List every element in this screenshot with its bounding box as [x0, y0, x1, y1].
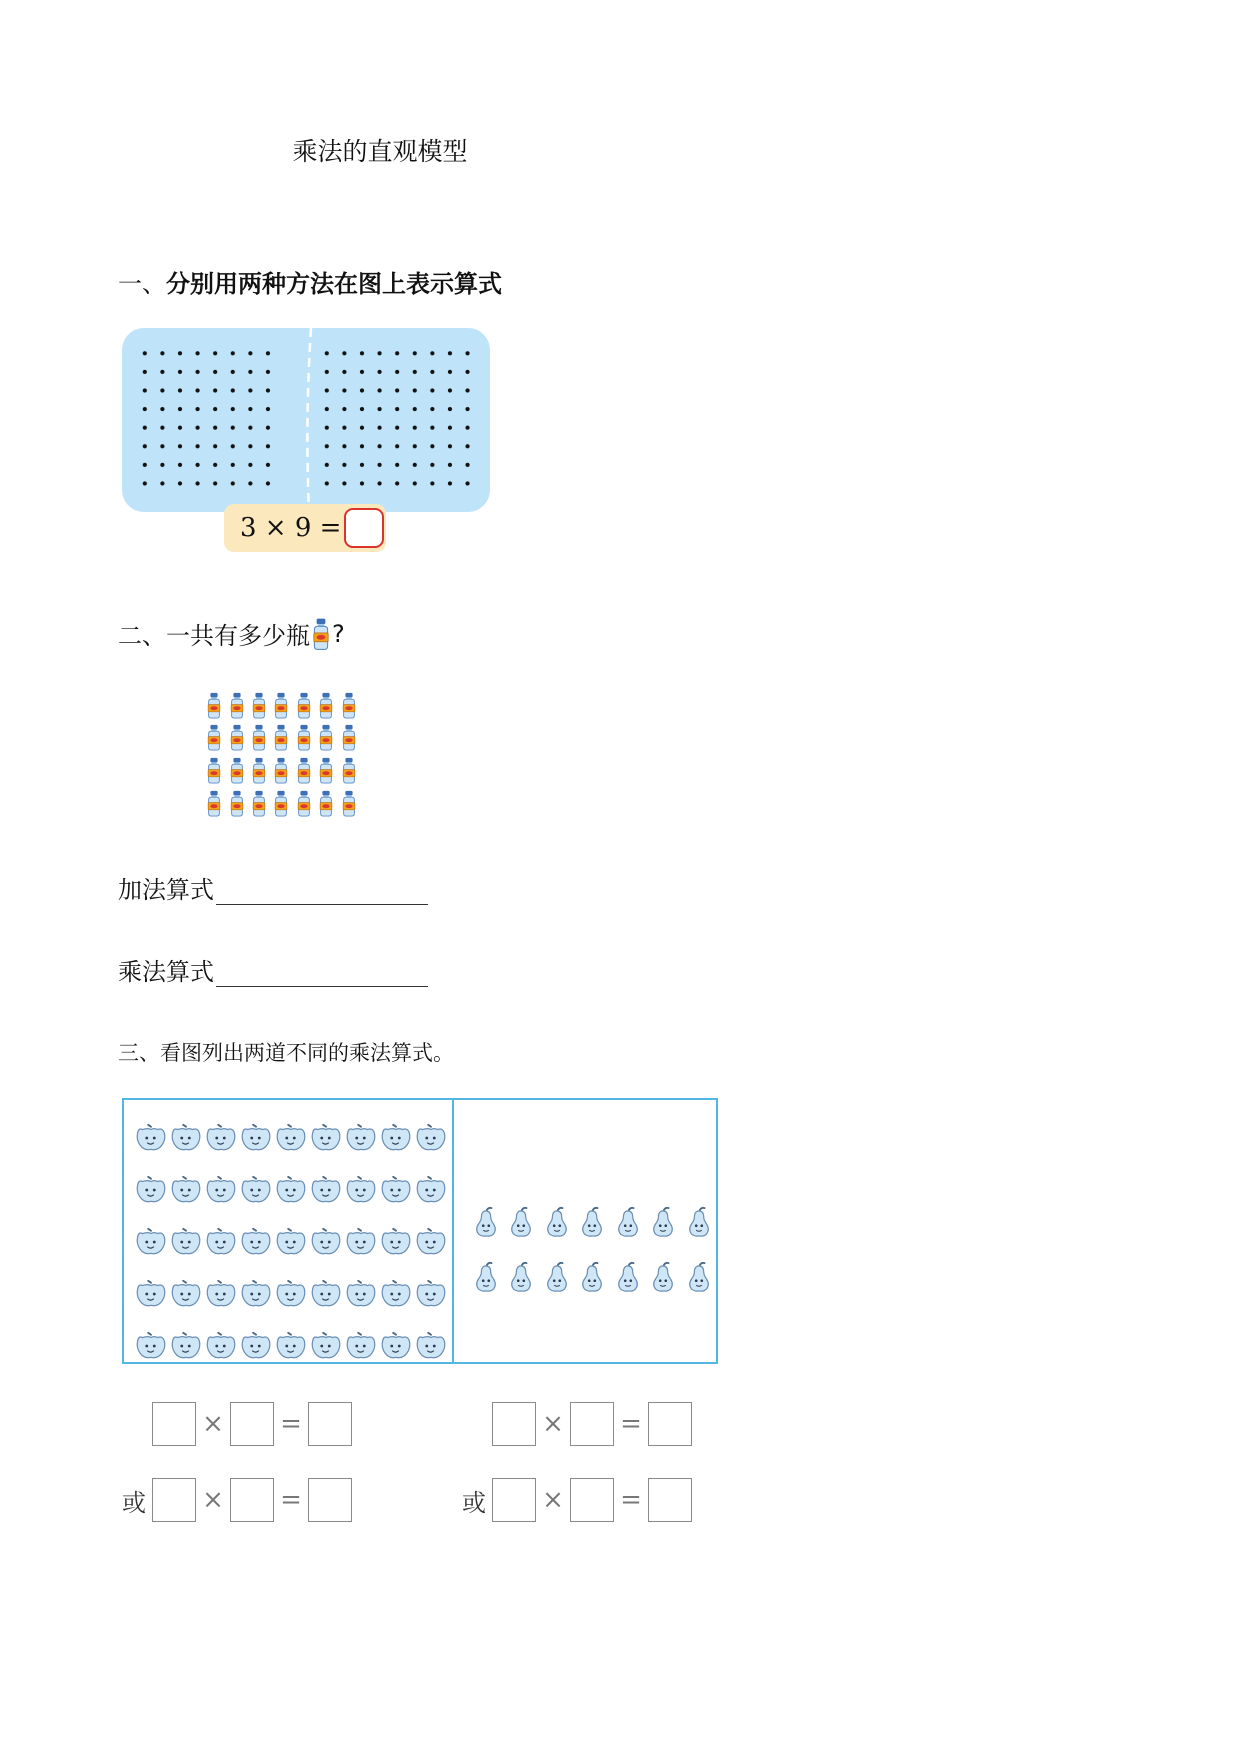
- bottle-icon: [315, 787, 337, 820]
- equation-text: 3 × 9 =: [240, 513, 342, 543]
- apple-icon: [203, 1268, 238, 1320]
- apple-icon: [273, 1164, 308, 1216]
- apple-icon: [308, 1216, 343, 1268]
- apple-icon: [238, 1320, 273, 1372]
- answer-box[interactable]: [648, 1478, 692, 1522]
- pear-icon: [610, 1194, 646, 1249]
- pear-icon: [575, 1249, 611, 1304]
- times-sign: ×: [202, 1485, 224, 1515]
- answer-box[interactable]: [230, 1478, 274, 1522]
- answer-box[interactable]: [492, 1402, 536, 1446]
- pear-icon: [539, 1249, 575, 1304]
- apple-icon: [168, 1320, 203, 1372]
- bottle-icon: [293, 689, 315, 722]
- apple-icon: [238, 1268, 273, 1320]
- addition-answer-blank[interactable]: [216, 880, 428, 905]
- apple-icon: [273, 1320, 308, 1372]
- apple-icon: [343, 1112, 378, 1164]
- equation-box: [224, 504, 386, 552]
- times-sign: ×: [202, 1409, 224, 1439]
- equals-sign: =: [620, 1485, 642, 1515]
- apple-icon: [413, 1164, 448, 1216]
- bottle-icon: [225, 787, 247, 820]
- bottle-icon: [248, 787, 270, 820]
- apple-icon: [308, 1320, 343, 1372]
- answer-box[interactable]: [570, 1478, 614, 1522]
- apple-icon: [168, 1216, 203, 1268]
- pear-icon: [539, 1194, 575, 1249]
- times-sign: ×: [542, 1409, 564, 1439]
- answer-box[interactable]: [230, 1402, 274, 1446]
- answer-box[interactable]: [152, 1478, 196, 1522]
- apple-icon: [343, 1320, 378, 1372]
- pear-icon: [646, 1194, 682, 1249]
- bottle-grid: [203, 689, 360, 819]
- apple-icon: [343, 1164, 378, 1216]
- fruit-panel: [122, 1098, 718, 1364]
- bottle-icon: [293, 754, 315, 787]
- apple-icon: [133, 1112, 168, 1164]
- pear-equation-row-2: [462, 1478, 692, 1522]
- addition-label: 加法算式: [118, 876, 214, 904]
- apple-icon: [413, 1268, 448, 1320]
- question-1-number: 一、: [118, 270, 166, 298]
- apple-equation-row-2: [122, 1478, 352, 1522]
- pear-icon: [504, 1249, 540, 1304]
- apple-icon: [168, 1112, 203, 1164]
- pear-icon: [610, 1249, 646, 1304]
- apple-icon: [378, 1164, 413, 1216]
- bottle-icon: [293, 787, 315, 820]
- apple-icon: [308, 1112, 343, 1164]
- bottle-icon: [337, 722, 359, 755]
- bottle-icon: [225, 754, 247, 787]
- bottle-icon: [225, 689, 247, 722]
- pear-icon: [468, 1194, 504, 1249]
- bottle-icon: [203, 754, 225, 787]
- bottle-icon: [225, 722, 247, 755]
- apple-icon: [133, 1268, 168, 1320]
- multiplication-label: 乘法算式: [118, 958, 214, 986]
- apple-icon: [343, 1216, 378, 1268]
- apple-icon: [378, 1268, 413, 1320]
- or-label: 或: [462, 1488, 486, 1517]
- apple-icon: [273, 1112, 308, 1164]
- bottle-icon: [248, 722, 270, 755]
- page-title: 乘法的直观模型: [292, 137, 468, 166]
- bottle-icon: [203, 689, 225, 722]
- or-label: 或: [122, 1488, 146, 1517]
- pear-icon: [575, 1194, 611, 1249]
- question-1-heading: [118, 264, 502, 299]
- apple-icon: [343, 1268, 378, 1320]
- equals-sign: =: [280, 1409, 302, 1439]
- multiplication-answer-blank[interactable]: [216, 962, 428, 987]
- apple-icon: [378, 1112, 413, 1164]
- bottle-icon: [203, 722, 225, 755]
- bottle-icon: [315, 689, 337, 722]
- apple-icon: [238, 1216, 273, 1268]
- answer-box[interactable]: [344, 508, 384, 548]
- apple-equation-row-1: [152, 1402, 352, 1446]
- bottle-icon: [315, 754, 337, 787]
- apple-icon: [238, 1164, 273, 1216]
- bottle-icon: [337, 689, 359, 722]
- apple-grid: [133, 1112, 448, 1372]
- question-3-number: 三、: [118, 1041, 160, 1065]
- answer-box[interactable]: [570, 1402, 614, 1446]
- apple-icon: [203, 1112, 238, 1164]
- answer-box[interactable]: [492, 1478, 536, 1522]
- bottle-icon: [337, 787, 359, 820]
- apple-icon: [203, 1320, 238, 1372]
- apple-icon: [413, 1112, 448, 1164]
- pear-grid: [468, 1194, 717, 1304]
- equals-sign: =: [280, 1485, 302, 1515]
- bottle-icon: [315, 722, 337, 755]
- pear-icon: [646, 1249, 682, 1304]
- apple-icon: [133, 1216, 168, 1268]
- apple-icon: [308, 1268, 343, 1320]
- question-1-text: 分别用两种方法在图上表示算式: [166, 270, 502, 298]
- bottle-icon: [203, 787, 225, 820]
- bottle-icon: [293, 722, 315, 755]
- question-3-heading: [118, 1037, 454, 1067]
- pear-icon: [681, 1249, 717, 1304]
- question-2-text: 一共有多少瓶: [166, 622, 310, 650]
- pear-icon: [468, 1249, 504, 1304]
- pear-equation-row-1: [492, 1402, 692, 1446]
- pear-icon: [681, 1194, 717, 1249]
- bottle-icon: [270, 787, 292, 820]
- apple-icon: [378, 1320, 413, 1372]
- bottle-icon: [337, 754, 359, 787]
- apple-icon: [203, 1164, 238, 1216]
- apple-icon: [413, 1216, 448, 1268]
- answer-box[interactable]: [308, 1402, 352, 1446]
- pear-icon: [504, 1194, 540, 1249]
- apple-icon: [273, 1268, 308, 1320]
- question-2-number: 二、: [118, 622, 166, 650]
- bottle-icon: [248, 754, 270, 787]
- bottle-icon: [248, 689, 270, 722]
- apple-icon: [203, 1216, 238, 1268]
- addition-row: [118, 870, 428, 905]
- answer-box[interactable]: [152, 1402, 196, 1446]
- apple-icon: [133, 1164, 168, 1216]
- answer-box[interactable]: [648, 1402, 692, 1446]
- apple-icon: [378, 1216, 413, 1268]
- bottle-icon: [310, 617, 332, 651]
- times-sign: ×: [542, 1485, 564, 1515]
- bottle-icon: [270, 754, 292, 787]
- apple-icon: [238, 1112, 273, 1164]
- panel-divider: [452, 1100, 454, 1362]
- apple-icon: [308, 1164, 343, 1216]
- question-2-heading: [118, 616, 345, 651]
- answer-box[interactable]: [308, 1478, 352, 1522]
- dot-grid-right: [318, 344, 478, 496]
- multiplication-row: [118, 952, 428, 987]
- dot-grid-panel: [122, 328, 490, 512]
- apple-icon: [168, 1268, 203, 1320]
- equals-sign: =: [620, 1409, 642, 1439]
- apple-icon: [168, 1164, 203, 1216]
- bottle-icon: [270, 689, 292, 722]
- question-3-text: 看图列出两道不同的乘法算式。: [160, 1041, 454, 1065]
- apple-icon: [273, 1216, 308, 1268]
- question-2-suffix: ?: [332, 619, 345, 648]
- apple-icon: [413, 1320, 448, 1372]
- bottle-icon: [270, 722, 292, 755]
- apple-icon: [133, 1320, 168, 1372]
